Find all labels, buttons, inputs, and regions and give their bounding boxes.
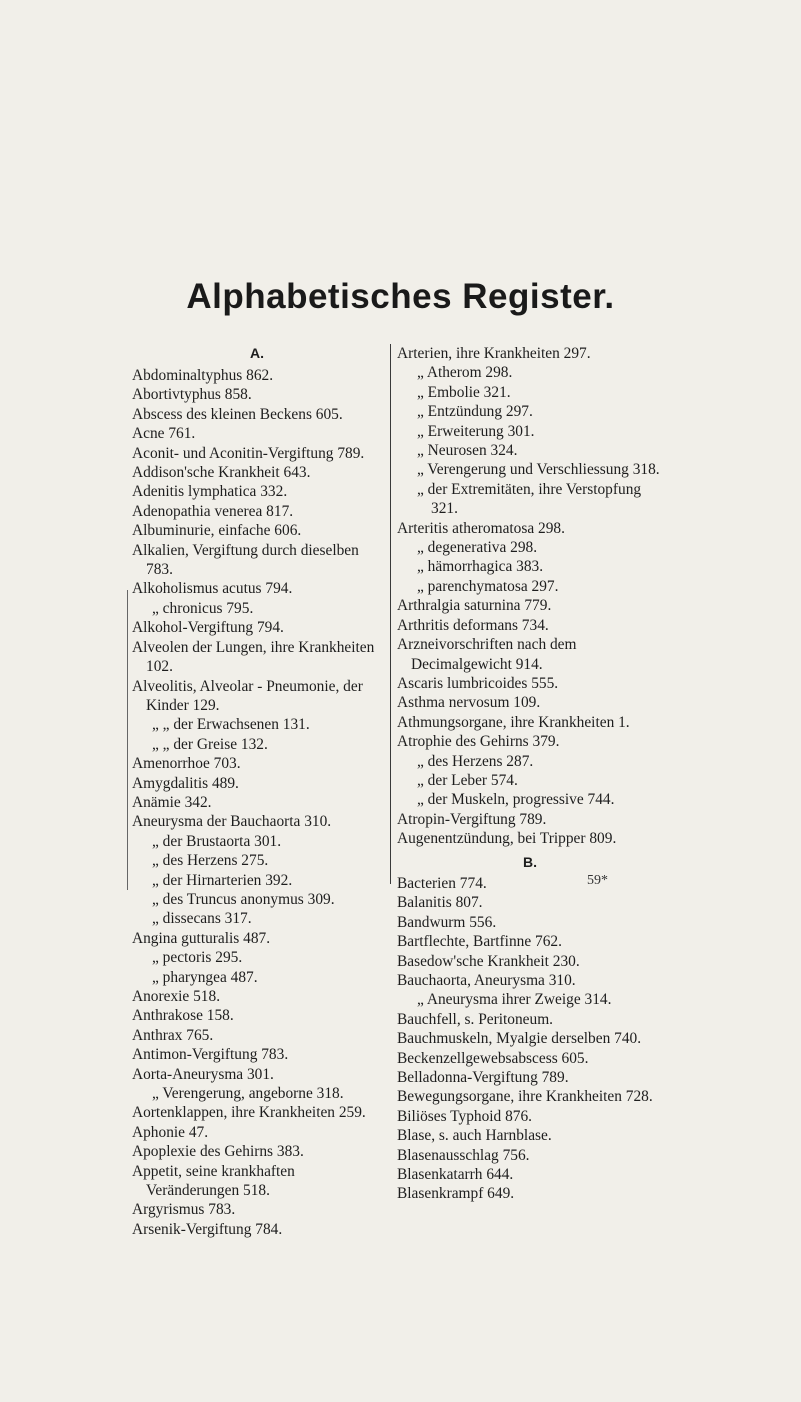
index-entry: Bauchaorta, Aneurysma 310. [397, 972, 576, 989]
index-entry: „ pharyngea 487. [152, 968, 258, 986]
index-entry: Alkoholismus acutus 794. [132, 580, 293, 598]
index-entry: Balanitis 807. [397, 894, 483, 912]
index-entry: Adenitis lymphatica 332. [132, 483, 288, 501]
index-entry: Aneurysma der Bauchaorta 310. [132, 813, 332, 831]
index-entry: Arzneivorschriften nach dem Decimalgewicht 914. [397, 636, 577, 673]
index-entry: „ chronicus 795. [152, 599, 254, 617]
index-entry: Blasenkrampf 649. [397, 1185, 515, 1203]
index-entry: Bauchfell, s. Peritoneum. [397, 1010, 554, 1028]
index-entry: Bacterien 774. [397, 874, 487, 892]
index-entry: Arsenik-Vergiftung 784. [132, 1220, 283, 1238]
index-entry: Aphonie 47. [132, 1123, 209, 1141]
index-entry: Athmungsorgane, ihre Krankheiten 1. [397, 713, 630, 731]
index-entry: „ Verengerung und Verschliessung 318. [417, 461, 660, 479]
index-entry: Bandwurm 556. [397, 913, 497, 931]
index-entry: Blasenkatarrh 644. [397, 1166, 514, 1184]
index-entry: Atropin-Vergiftung 789. [397, 810, 547, 828]
right-column [390, 344, 663, 1203]
left-column [132, 344, 382, 1239]
page-title: Alphabetisches Register. [186, 277, 615, 316]
index-entry: Acne 761. [132, 425, 196, 443]
index-entry: „ pectoris 295. [152, 949, 243, 967]
index-entry: „ der Brustaorta 301. [152, 832, 282, 850]
index-entry: Blase, s. auch Harnblase. [397, 1127, 552, 1145]
index-entry: Anthrax 765. [132, 1026, 214, 1044]
index-entry: „ der Leber 574. [417, 771, 518, 789]
index-entry: Beckenzellgewebsabscess 605. [397, 1049, 589, 1067]
index-entry: „ degenerativa 298. [417, 539, 538, 557]
index-entry: „ Erweiterung 301. [417, 422, 535, 440]
index-entry: Antimon-Vergiftung 783. [132, 1046, 289, 1064]
left-entry-list [132, 366, 382, 1239]
index-entry: Apoplexie des Gehirns 383. [132, 1143, 304, 1161]
index-entry: Ascaris lumbricoides 555. [397, 674, 559, 692]
index-entry: Asthma nervosum 109. [397, 694, 541, 712]
index-entry: Augenentzündung, bei Tripper 809. [397, 830, 617, 848]
index-entry: „ Embolie 321. [417, 383, 511, 401]
index-entry: Blasenausschlag 756. [397, 1146, 530, 1164]
index-entry: Bewegungsorgane, ihre Krankheiten 728. [397, 1088, 653, 1106]
index-entry: „ des Herzens 287. [417, 752, 534, 770]
index-entry: „ hämorrhagica 383. [417, 558, 544, 576]
index-entry: Amygdalitis 489. [132, 774, 239, 792]
index-entry: Bartflechte, Bartfinne 762. [397, 933, 562, 951]
index-entry: Angina gutturalis 487. [132, 929, 271, 947]
index-entry: Arteritis atheromatosa 298. [397, 519, 565, 537]
index-entry: „ der Extremitäten, ihre Verstopfung 321. [417, 480, 642, 518]
section-letter-a: A. [250, 345, 264, 361]
index-entry: Adenopathia venerea 817. [132, 502, 294, 520]
index-entry: Bauchmuskeln, Myalgie derselben 740. [397, 1030, 642, 1048]
right-entry-list [397, 344, 663, 849]
index-entry: „ „ der Greise 132. [152, 735, 268, 753]
index-entry: Addison'sche Krankheit 643. [132, 464, 311, 482]
index-entry: Biliöses Typhoid 876. [397, 1107, 533, 1125]
index-entry: Anthrakose 158. [132, 1007, 234, 1025]
index-entry: Aconit- und Aconitin-Vergiftung 789. [132, 444, 365, 462]
index-entry: Arthralgia saturnina 779. [397, 597, 552, 615]
index-entry: Aortenklappen, ihre Krankheiten 259. [132, 1104, 366, 1122]
index-entry: Aorta-Aneurysma 301. [132, 1065, 274, 1083]
index-entry: Appetit, seine krankhaften Veränderungen 518. [132, 1162, 295, 1200]
index-entry: Arthritis deformans 734. [397, 616, 549, 634]
index-entry: Abscess des kleinen Beckens 605. [132, 405, 343, 423]
index-entry: Alkalien, Vergiftung durch dieselben 783. [132, 541, 359, 579]
index-entry: Alkohol-Vergiftung 794. [132, 619, 284, 637]
left-margin-rule [127, 590, 128, 890]
index-entry: Anorexie 518. [132, 988, 221, 1005]
index-entry: Amenorrhoe 703. [132, 755, 241, 773]
index-entry: Alveolitis, Alveolar - Pneumonie, der Kinder 129. [132, 677, 363, 714]
index-entry: Alveolen der Lungen, ihre Krankheiten 102. [132, 638, 375, 676]
index-entry: „ parenchymatosa 297. [417, 577, 559, 595]
index-entry: „ Aneurysma ihrer Zweige 314. [417, 991, 612, 1009]
index-entry: „ des Truncus anonymus 309. [152, 890, 335, 908]
right-entry-list-b [397, 874, 663, 1204]
page-signature: 59* [587, 873, 608, 888]
index-entry: Belladonna-Vergiftung 789. [397, 1069, 569, 1087]
index-entry: „ Atherom 298. [417, 364, 513, 382]
index-entry: Basedow'sche Krankheit 230. [397, 952, 580, 970]
index-entry: Abdominaltyphus 862. [132, 367, 274, 384]
index-entry: Arterien, ihre Krankheiten 297. [397, 345, 591, 362]
section-letter-b: B. [523, 853, 537, 870]
index-entry: „ „ der Erwachsenen 131. [152, 716, 310, 734]
index-entry: Anämie 342. [132, 793, 212, 811]
index-entry: „ Neurosen 324. [417, 442, 518, 460]
index-entry: „ des Herzens 275. [152, 852, 269, 870]
index-entry: Abortivtyphus 858. [132, 386, 252, 404]
index-entry: Atrophie des Gehirns 379. [397, 733, 560, 751]
index-entry: „ Entzündung 297. [417, 403, 533, 421]
index-entry: Argyrismus 783. [132, 1201, 236, 1219]
index-entry: „ dissecans 317. [152, 910, 252, 928]
index-entry: „ der Muskeln, progressive 744. [417, 791, 615, 809]
index-entry: Albuminurie, einfache 606. [132, 522, 302, 540]
index-entry: „ Verengerung, angeborne 318. [152, 1085, 344, 1103]
index-entry: „ der Hirnarterien 392. [152, 871, 293, 889]
